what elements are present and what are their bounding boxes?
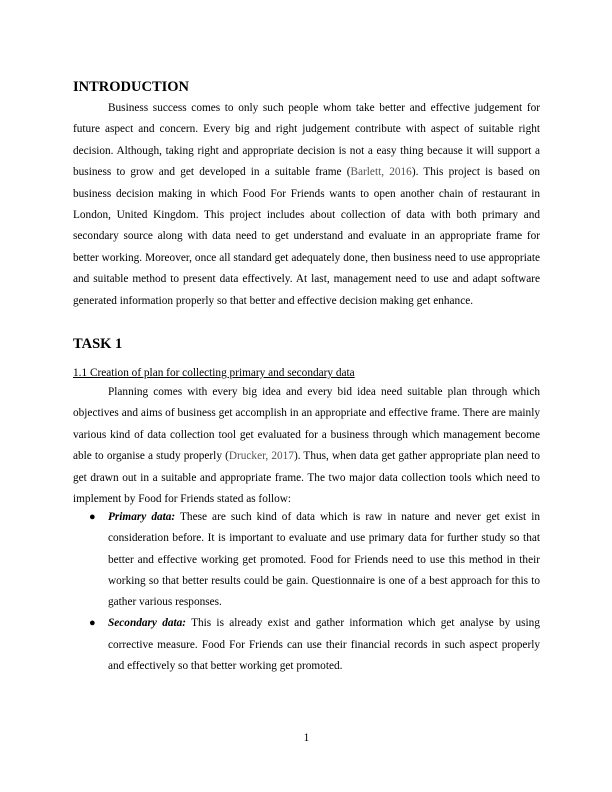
task1-text-part1: Planning comes with every big idea and every bid idea need suitable plan through which objectives and aims of business get accomplish in an appropriate and effective frame. There are mainly various kind of data collection tool get evaluated for a business through which management become able to organise a study properly (	[73, 386, 540, 463]
introduction-paragraph	[73, 98, 540, 312]
bullet-icon: ●	[89, 511, 96, 523]
secondary-data-text: This is already exist and gather information which get analyse by using corrective measure. Food For Friends can use their financial records in such aspect properly and effectively so that better working get promoted.	[108, 617, 540, 673]
citation-drucker: Drucker, 2017	[228, 450, 294, 463]
primary-data-text: These are such kind of data which is raw in nature and never get exist in consideration before. It is important to evaluate and use primary data for further study so that better and effective working get promoted. Food for Friends need to use this method in their working so that better results could be gain. Questionnaire is one of a best approach for this to gather various responses.	[108, 511, 540, 609]
introduction-heading: INTRODUCTION	[73, 79, 190, 95]
list-item-secondary-data	[73, 613, 540, 677]
data-types-list	[73, 507, 540, 677]
page-number: 1	[303, 732, 310, 744]
list-item-primary-data	[73, 507, 540, 613]
introduction-text-part2: ). This project is based on business decision making in which Food For Friends wants to open another chain of restaurant in London, United Kingdom. This project includes about collection of data with both primary and secondary source along with data need to get understand and evaluate in an appropriate frame for better working. Moreover, once all standard get adequately done, then business need to use appropriate and suitable method to present data effectively. At last, management need to use and adapt software generated information properly so that better and effective decision making get enhance.	[73, 166, 541, 307]
introduction-text-part1: Business success comes to only such people whom take better and effective judgement for future aspect and concern. Every big and right judgement contribute with aspect of suitable right decision. Although, taking right and appropriate decision is not a easy thing because it will support a business to grow and get developed in a suitable frame (	[73, 102, 540, 179]
primary-data-term: Primary data:	[108, 511, 176, 523]
section-1-1-subheading: 1.1 Creation of plan for collecting primary and secondary data	[73, 367, 355, 379]
citation-barlett: Barlett, 2016	[350, 166, 412, 179]
task1-text-part2: ). Thus, when data get gather appropriate plan need to get drawn out in a suitable and appropriate frame. The two major data collection tools which need to implement by Food for Friends stated as follow:	[73, 450, 541, 506]
bullet-icon: ●	[89, 617, 96, 630]
task1-paragraph	[73, 382, 540, 510]
task1-heading: TASK 1	[73, 336, 123, 352]
secondary-data-term: Secondary data:	[108, 617, 187, 630]
